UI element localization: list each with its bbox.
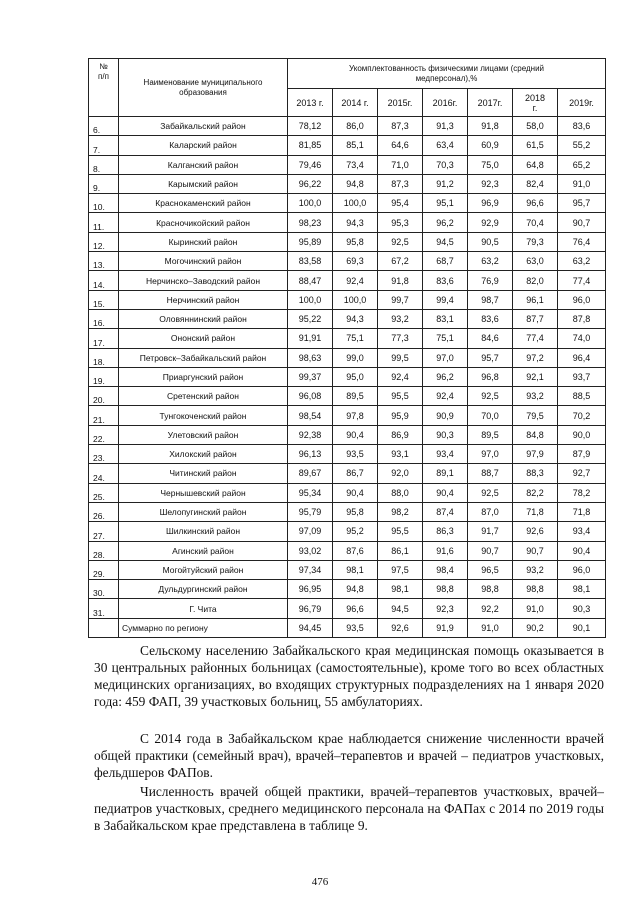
staffing-value: 96,1 bbox=[513, 290, 558, 309]
staffing-value: 91,3 bbox=[423, 117, 468, 136]
staffing-value: 90,3 bbox=[558, 599, 606, 618]
staffing-value: 89,1 bbox=[423, 464, 468, 483]
staffing-value: 94,8 bbox=[333, 174, 378, 193]
row-number: 30. bbox=[89, 580, 119, 599]
staffing-value: 96,2 bbox=[423, 213, 468, 232]
staffing-value: 76,4 bbox=[558, 232, 606, 251]
table-row bbox=[89, 136, 606, 155]
staffing-value: 96,2 bbox=[423, 367, 468, 386]
table-row bbox=[89, 599, 606, 618]
staffing-value: 90,4 bbox=[558, 541, 606, 560]
row-number: 24. bbox=[89, 464, 119, 483]
staffing-value: 70,2 bbox=[558, 406, 606, 425]
table-row bbox=[89, 290, 606, 309]
staffing-value: 99,4 bbox=[423, 290, 468, 309]
staffing-value: 100,0 bbox=[288, 194, 333, 213]
municipality-name: Шелопугинский район bbox=[119, 502, 288, 521]
staffing-value: 99,7 bbox=[378, 290, 423, 309]
staffing-value: 89,5 bbox=[333, 387, 378, 406]
staffing-value: 93,02 bbox=[288, 541, 333, 560]
staffing-value: 92,38 bbox=[288, 425, 333, 444]
table-row bbox=[89, 387, 606, 406]
staffing-value: 98,8 bbox=[468, 580, 513, 599]
staffing-value: 71,0 bbox=[378, 155, 423, 174]
staffing-value: 93,5 bbox=[333, 445, 378, 464]
staffing-value: 67,2 bbox=[378, 252, 423, 271]
table-row bbox=[89, 483, 606, 502]
staffing-value: 86,1 bbox=[378, 541, 423, 560]
staffing-value: 93,2 bbox=[513, 387, 558, 406]
staffing-value: 96,0 bbox=[558, 560, 606, 579]
staffing-value: 90,7 bbox=[558, 213, 606, 232]
staffing-value: 79,5 bbox=[513, 406, 558, 425]
staffing-value: 90,2 bbox=[513, 618, 558, 637]
row-number: 29. bbox=[89, 560, 119, 579]
staffing-value: 91,2 bbox=[423, 174, 468, 193]
municipality-name: Сретенский район bbox=[119, 387, 288, 406]
staffing-value: 91,91 bbox=[288, 329, 333, 348]
municipality-name: Улетовский район bbox=[119, 425, 288, 444]
staffing-value: 96,22 bbox=[288, 174, 333, 193]
row-number: 25. bbox=[89, 483, 119, 502]
staffing-value: 98,2 bbox=[378, 502, 423, 521]
staffing-value: 98,8 bbox=[513, 580, 558, 599]
staffing-value: 87,0 bbox=[468, 502, 513, 521]
staffing-value: 87,9 bbox=[558, 445, 606, 464]
staffing-value: 92,0 bbox=[378, 464, 423, 483]
staffing-value: 95,1 bbox=[423, 194, 468, 213]
header-year: 2019г. bbox=[558, 89, 606, 117]
staffing-value: 92,9 bbox=[468, 213, 513, 232]
staffing-value: 100,0 bbox=[288, 290, 333, 309]
staffing-value: 87,4 bbox=[423, 502, 468, 521]
row-number: 17. bbox=[89, 329, 119, 348]
table-total-row bbox=[89, 618, 606, 637]
staffing-value: 83,6 bbox=[558, 117, 606, 136]
staffing-value: 90,9 bbox=[423, 406, 468, 425]
staffing-value: 97,0 bbox=[468, 445, 513, 464]
staffing-value: 96,6 bbox=[333, 599, 378, 618]
staffing-value: 99,5 bbox=[378, 348, 423, 367]
municipality-name: Красночикойский район bbox=[119, 213, 288, 232]
table-row bbox=[89, 522, 606, 541]
staffing-value: 90,7 bbox=[513, 541, 558, 560]
staffing-value: 96,0 bbox=[558, 290, 606, 309]
staffing-value: 95,0 bbox=[333, 367, 378, 386]
staffing-value: 92,5 bbox=[378, 232, 423, 251]
table-row bbox=[89, 271, 606, 290]
header-year: 2018 г. bbox=[513, 89, 558, 117]
page-number: 476 bbox=[311, 876, 329, 888]
staffing-value: 86,3 bbox=[423, 522, 468, 541]
header-staffing-group: Укомплектованность физическими лицами (средний медперсонал),% bbox=[288, 59, 606, 89]
municipality-name: Забайкальский район bbox=[119, 117, 288, 136]
staffing-value: 95,34 bbox=[288, 483, 333, 502]
staffing-value: 93,2 bbox=[513, 560, 558, 579]
row-number: 11. bbox=[89, 213, 119, 232]
staffing-value: 69,3 bbox=[333, 252, 378, 271]
municipality-name: Суммарно по региону bbox=[119, 618, 288, 637]
staffing-value: 97,09 bbox=[288, 522, 333, 541]
staffing-value: 95,79 bbox=[288, 502, 333, 521]
staffing-value: 95,5 bbox=[378, 387, 423, 406]
staffing-value: 75,1 bbox=[333, 329, 378, 348]
staffing-value: 64,8 bbox=[513, 155, 558, 174]
staffing-value: 86,0 bbox=[333, 117, 378, 136]
staffing-value: 99,37 bbox=[288, 367, 333, 386]
staffing-value: 94,5 bbox=[378, 599, 423, 618]
staffing-value: 91,0 bbox=[513, 599, 558, 618]
staffing-value: 91,7 bbox=[468, 522, 513, 541]
row-number: 23. bbox=[89, 445, 119, 464]
staffing-value: 93,7 bbox=[558, 367, 606, 386]
header-number: № п/п bbox=[89, 59, 119, 117]
staffing-value: 63,4 bbox=[423, 136, 468, 155]
staffing-value: 88,3 bbox=[513, 464, 558, 483]
staffing-value: 91,0 bbox=[558, 174, 606, 193]
header-year: 2016г. bbox=[423, 89, 468, 117]
staffing-value: 96,95 bbox=[288, 580, 333, 599]
staffing-value: 92,6 bbox=[513, 522, 558, 541]
municipality-name: Карымский район bbox=[119, 174, 288, 193]
staffing-value: 90,5 bbox=[468, 232, 513, 251]
staffing-value: 100,0 bbox=[333, 194, 378, 213]
staffing-value: 94,8 bbox=[333, 580, 378, 599]
row-number bbox=[89, 618, 119, 637]
table-row bbox=[89, 425, 606, 444]
staffing-value: 70,4 bbox=[513, 213, 558, 232]
staffing-value: 90,7 bbox=[468, 541, 513, 560]
staffing-value: 90,1 bbox=[558, 618, 606, 637]
staffing-value: 98,8 bbox=[423, 580, 468, 599]
staffing-value: 95,7 bbox=[468, 348, 513, 367]
row-number: 13. bbox=[89, 252, 119, 271]
staffing-value: 92,4 bbox=[378, 367, 423, 386]
municipality-name: Чернышевский район bbox=[119, 483, 288, 502]
table-row bbox=[89, 502, 606, 521]
row-number: 20. bbox=[89, 387, 119, 406]
staffing-value: 93,4 bbox=[558, 522, 606, 541]
staffing-value: 78,12 bbox=[288, 117, 333, 136]
staffing-value: 95,7 bbox=[558, 194, 606, 213]
staffing-value: 64,6 bbox=[378, 136, 423, 155]
staffing-value: 96,08 bbox=[288, 387, 333, 406]
staffing-value: 95,4 bbox=[378, 194, 423, 213]
table-row bbox=[89, 252, 606, 271]
municipality-name: Каларский район bbox=[119, 136, 288, 155]
table-row bbox=[89, 464, 606, 483]
staffing-value: 97,8 bbox=[333, 406, 378, 425]
staffing-value: 71,8 bbox=[513, 502, 558, 521]
staffing-value: 96,5 bbox=[468, 560, 513, 579]
row-number: 26. bbox=[89, 502, 119, 521]
row-number: 12. bbox=[89, 232, 119, 251]
staffing-value: 97,34 bbox=[288, 560, 333, 579]
staffing-value: 90,0 bbox=[558, 425, 606, 444]
municipality-name: Петровск–Забайкальский район bbox=[119, 348, 288, 367]
staffing-value: 83,58 bbox=[288, 252, 333, 271]
staffing-value: 96,13 bbox=[288, 445, 333, 464]
table-row bbox=[89, 194, 606, 213]
staffing-value: 87,3 bbox=[378, 174, 423, 193]
header-municipality: Наименование муниципального образования bbox=[119, 59, 288, 117]
staffing-value: 98,1 bbox=[558, 580, 606, 599]
staffing-value: 92,2 bbox=[468, 599, 513, 618]
row-number: 14. bbox=[89, 271, 119, 290]
staffing-value: 92,3 bbox=[468, 174, 513, 193]
row-number: 18. bbox=[89, 348, 119, 367]
staffing-value: 88,47 bbox=[288, 271, 333, 290]
staffing-value: 95,89 bbox=[288, 232, 333, 251]
staffing-value: 65,2 bbox=[558, 155, 606, 174]
staffing-value: 93,4 bbox=[423, 445, 468, 464]
staffing-value: 82,2 bbox=[513, 483, 558, 502]
staffing-value: 60,9 bbox=[468, 136, 513, 155]
staffing-value: 83,6 bbox=[423, 271, 468, 290]
staffing-value: 85,1 bbox=[333, 136, 378, 155]
staffing-value: 98,1 bbox=[333, 560, 378, 579]
municipality-name: Кыринский район bbox=[119, 232, 288, 251]
header-year: 2014 г. bbox=[333, 89, 378, 117]
municipality-name: Калганский район bbox=[119, 155, 288, 174]
municipality-name: Дульдургинский район bbox=[119, 580, 288, 599]
staffing-value: 82,0 bbox=[513, 271, 558, 290]
row-number: 15. bbox=[89, 290, 119, 309]
table-row bbox=[89, 213, 606, 232]
table-row bbox=[89, 541, 606, 560]
staffing-value: 88,5 bbox=[558, 387, 606, 406]
staffing-value: 93,1 bbox=[378, 445, 423, 464]
table-row bbox=[89, 406, 606, 425]
staffing-value: 73,4 bbox=[333, 155, 378, 174]
staffing-value: 76,9 bbox=[468, 271, 513, 290]
staffing-value: 92,5 bbox=[468, 483, 513, 502]
row-number: 16. bbox=[89, 309, 119, 328]
staffing-value: 77,4 bbox=[513, 329, 558, 348]
staffing-value: 55,2 bbox=[558, 136, 606, 155]
row-number: 31. bbox=[89, 599, 119, 618]
staffing-value: 74,0 bbox=[558, 329, 606, 348]
staffing-table bbox=[88, 58, 606, 638]
staffing-value: 88,7 bbox=[468, 464, 513, 483]
staffing-value: 92,4 bbox=[423, 387, 468, 406]
staffing-value: 87,8 bbox=[558, 309, 606, 328]
staffing-value: 79,3 bbox=[513, 232, 558, 251]
staffing-value: 91,6 bbox=[423, 541, 468, 560]
table-row bbox=[89, 117, 606, 136]
staffing-value: 63,0 bbox=[513, 252, 558, 271]
staffing-value: 68,7 bbox=[423, 252, 468, 271]
table-row bbox=[89, 329, 606, 348]
municipality-name: Приаргунский район bbox=[119, 367, 288, 386]
staffing-value: 95,5 bbox=[378, 522, 423, 541]
staffing-value: 98,4 bbox=[423, 560, 468, 579]
staffing-value: 77,3 bbox=[378, 329, 423, 348]
row-number: 7. bbox=[89, 136, 119, 155]
staffing-value: 99,0 bbox=[333, 348, 378, 367]
staffing-value: 92,4 bbox=[333, 271, 378, 290]
staffing-value: 63,2 bbox=[468, 252, 513, 271]
row-number: 19. bbox=[89, 367, 119, 386]
row-number: 6. bbox=[89, 117, 119, 136]
staffing-value: 90,4 bbox=[333, 483, 378, 502]
staffing-value: 94,3 bbox=[333, 309, 378, 328]
staffing-value: 89,5 bbox=[468, 425, 513, 444]
staffing-value: 86,7 bbox=[333, 464, 378, 483]
staffing-value: 84,6 bbox=[468, 329, 513, 348]
municipality-name: Оловяннинский район bbox=[119, 309, 288, 328]
staffing-value: 90,4 bbox=[333, 425, 378, 444]
table-row bbox=[89, 174, 606, 193]
staffing-value: 94,45 bbox=[288, 618, 333, 637]
paragraph-table-ref: Численность врачей общей практики, врачей–терапевтов участковых, врачей–педиатров участковых, среднего медицинского персонала на ФАПах с 2014 по 2019 годы в Забайкальском крае представлена в таблице 9. bbox=[94, 784, 604, 833]
municipality-name: Нерчинский район bbox=[119, 290, 288, 309]
staffing-value: 90,4 bbox=[423, 483, 468, 502]
staffing-value: 92,6 bbox=[378, 618, 423, 637]
municipality-name: Тунгокоченский район bbox=[119, 406, 288, 425]
staffing-value: 96,79 bbox=[288, 599, 333, 618]
staffing-value: 96,4 bbox=[558, 348, 606, 367]
staffing-value: 95,22 bbox=[288, 309, 333, 328]
municipality-name: Могочинский район bbox=[119, 252, 288, 271]
staffing-value: 91,8 bbox=[378, 271, 423, 290]
staffing-value: 83,1 bbox=[423, 309, 468, 328]
row-number: 28. bbox=[89, 541, 119, 560]
staffing-value: 97,0 bbox=[423, 348, 468, 367]
staffing-value: 89,67 bbox=[288, 464, 333, 483]
staffing-value: 90,3 bbox=[423, 425, 468, 444]
row-number: 9. bbox=[89, 174, 119, 193]
staffing-value: 95,8 bbox=[333, 232, 378, 251]
staffing-value: 97,9 bbox=[513, 445, 558, 464]
row-number: 22. bbox=[89, 425, 119, 444]
staffing-value: 86,9 bbox=[378, 425, 423, 444]
staffing-value: 93,2 bbox=[378, 309, 423, 328]
staffing-value: 95,2 bbox=[333, 522, 378, 541]
staffing-value: 93,5 bbox=[333, 618, 378, 637]
staffing-value: 92,7 bbox=[558, 464, 606, 483]
table-row bbox=[89, 560, 606, 579]
staffing-value: 79,46 bbox=[288, 155, 333, 174]
table-row bbox=[89, 232, 606, 251]
row-number: 21. bbox=[89, 406, 119, 425]
staffing-value: 95,9 bbox=[378, 406, 423, 425]
staffing-value: 58,0 bbox=[513, 117, 558, 136]
municipality-name: Могойтуйский район bbox=[119, 560, 288, 579]
municipality-name: Шилкинский район bbox=[119, 522, 288, 541]
staffing-value: 75,1 bbox=[423, 329, 468, 348]
staffing-value: 75,0 bbox=[468, 155, 513, 174]
table-row bbox=[89, 348, 606, 367]
header-year: 2013 г. bbox=[288, 89, 333, 117]
staffing-value: 91,8 bbox=[468, 117, 513, 136]
staffing-value: 61,5 bbox=[513, 136, 558, 155]
staffing-value: 84,8 bbox=[513, 425, 558, 444]
staffing-value: 70,3 bbox=[423, 155, 468, 174]
municipality-name: Хилокский район bbox=[119, 445, 288, 464]
staffing-value: 82,4 bbox=[513, 174, 558, 193]
staffing-value: 95,8 bbox=[333, 502, 378, 521]
table-row bbox=[89, 445, 606, 464]
staffing-value: 81,85 bbox=[288, 136, 333, 155]
staffing-value: 92,3 bbox=[423, 599, 468, 618]
municipality-name: Нерчинско–Заводский район bbox=[119, 271, 288, 290]
staffing-value: 91,9 bbox=[423, 618, 468, 637]
staffing-value: 91,0 bbox=[468, 618, 513, 637]
staffing-value: 92,5 bbox=[468, 387, 513, 406]
table-body bbox=[89, 117, 606, 638]
staffing-value: 70,0 bbox=[468, 406, 513, 425]
staffing-value: 83,6 bbox=[468, 309, 513, 328]
staffing-value: 98,7 bbox=[468, 290, 513, 309]
staffing-value: 94,3 bbox=[333, 213, 378, 232]
header-year: 2015г. bbox=[378, 89, 423, 117]
staffing-value: 97,2 bbox=[513, 348, 558, 367]
staffing-value: 98,23 bbox=[288, 213, 333, 232]
staffing-value: 87,7 bbox=[513, 309, 558, 328]
row-number: 27. bbox=[89, 522, 119, 541]
header-year: 2017г. bbox=[468, 89, 513, 117]
staffing-value: 98,54 bbox=[288, 406, 333, 425]
municipality-name: Агинский район bbox=[119, 541, 288, 560]
row-number: 8. bbox=[89, 155, 119, 174]
staffing-value: 88,0 bbox=[378, 483, 423, 502]
staffing-value: 96,8 bbox=[468, 367, 513, 386]
staffing-value: 87,3 bbox=[378, 117, 423, 136]
paragraph-decline: С 2014 года в Забайкальском крае наблюдается снижение численности врачей общей практики (семейный врач), врачей–терапевтов и врачей – педиатров участковых, фельдшеров ФАПов. bbox=[94, 731, 604, 780]
staffing-value: 77,4 bbox=[558, 271, 606, 290]
paragraph-rural-care: Сельскому населению Забайкальского края медицинская помощь оказывается в 30 центральных районных больницах (самостоятельные), кроме того во всех областных медицинских организациях, во входящих структурных подразделениях на 1 января 2020 года: 459 ФАП, 39 участковых больниц, 55 амбулаториях. bbox=[94, 643, 604, 709]
municipality-name: Г. Чита bbox=[119, 599, 288, 618]
staffing-value: 100,0 bbox=[333, 290, 378, 309]
table-row bbox=[89, 367, 606, 386]
staffing-value: 96,6 bbox=[513, 194, 558, 213]
table-row bbox=[89, 309, 606, 328]
staffing-value: 96,9 bbox=[468, 194, 513, 213]
staffing-value: 98,63 bbox=[288, 348, 333, 367]
staffing-value: 98,1 bbox=[378, 580, 423, 599]
staffing-value: 92,1 bbox=[513, 367, 558, 386]
staffing-value: 97,5 bbox=[378, 560, 423, 579]
staffing-value: 87,6 bbox=[333, 541, 378, 560]
municipality-name: Читинский район bbox=[119, 464, 288, 483]
table-row bbox=[89, 580, 606, 599]
staffing-value: 95,3 bbox=[378, 213, 423, 232]
staffing-value: 63,2 bbox=[558, 252, 606, 271]
municipality-name: Краснокаменский район bbox=[119, 194, 288, 213]
staffing-value: 78,2 bbox=[558, 483, 606, 502]
staffing-value: 94,5 bbox=[423, 232, 468, 251]
staffing-value: 71,8 bbox=[558, 502, 606, 521]
table-row bbox=[89, 155, 606, 174]
row-number: 10. bbox=[89, 194, 119, 213]
municipality-name: Ононский район bbox=[119, 329, 288, 348]
